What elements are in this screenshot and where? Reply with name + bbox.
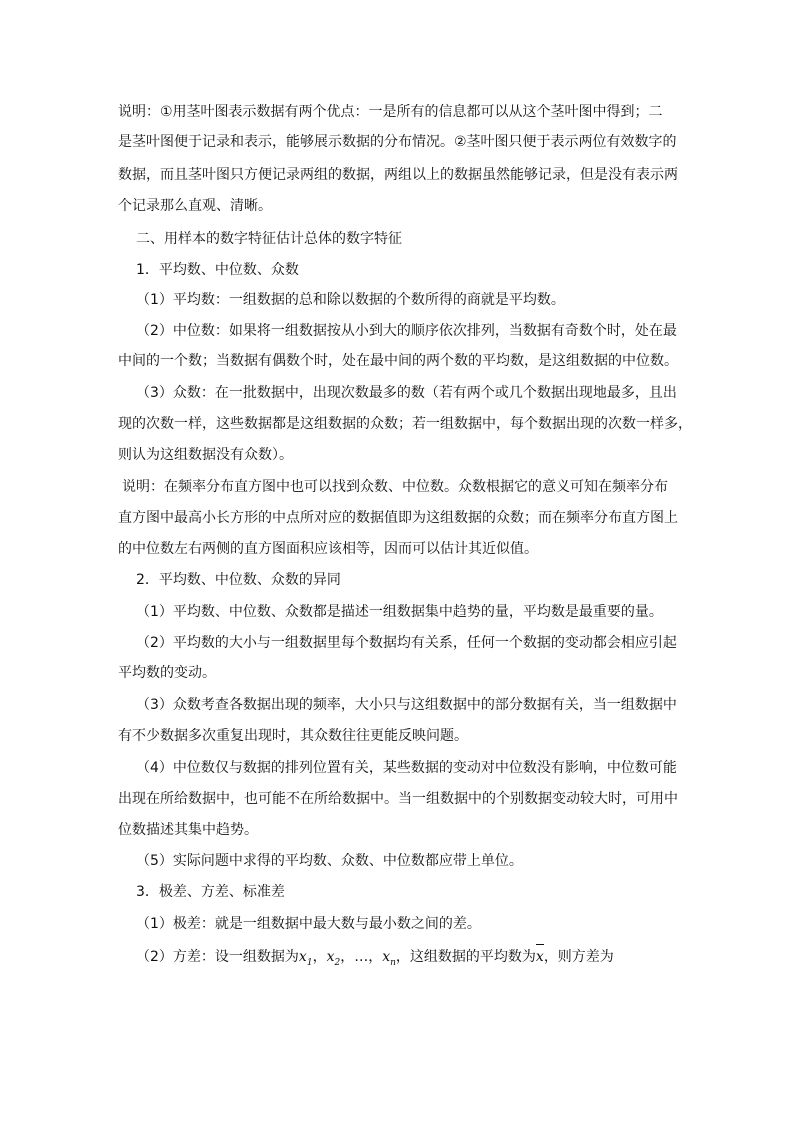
variance-mid: ，这组数据的平均数为: [395, 949, 536, 965]
var-xn: $x_n$: [382, 949, 396, 968]
mean-xbar: x: [536, 942, 544, 972]
sub3-heading: 3．极差、方差、标准差: [136, 884, 285, 900]
ellipsis-sep: ，…，: [340, 949, 383, 965]
note1-line2: 是茎叶图便于记录和表示，能够展示数据的分布情况。②茎叶图只便于表示两位有效数字的: [118, 134, 677, 150]
sub3-item2: [136, 942, 698, 978]
note2-line1: 说明：在频率分布直方图中也可以找到众数、中位数。众数根据它的意义可知在频率分布: [122, 479, 668, 495]
sub2-item2-line2: 平均数的变动。: [118, 665, 216, 681]
variance-intro: （2）方差：设一组数据为: [136, 949, 299, 965]
sub2-item4-line1: （4）中位数仅与数据的排列位置有关，某些数据的变动对中位数没有影响，中位数可能: [136, 760, 677, 776]
sub1-item3-line3: 则认为这组数据没有众数）。: [118, 447, 293, 463]
sub2-item1: （1）平均数、中位数、众数都是描述一组数据集中趋势的量，平均数是最重要的量。: [136, 604, 663, 620]
sub1-item3-line2: 现的次数一样，这些数据都是这组数据的众数；若一组数据中，每个数据出现的次数一样多，: [118, 416, 692, 432]
sub3-item1: （1）极差：就是一组数据中最大数与最小数之间的差。: [136, 916, 481, 932]
sub2-item4-line3: 位数描述其集中趋势。: [118, 822, 258, 838]
sub2-item3-line2: 有不少数据多次重复出现时，其众数往往更能反映问题。: [118, 728, 468, 744]
comma-sep: ，: [312, 949, 327, 965]
note1-line3: 数据，而且茎叶图只方便记录两组的数据，两组以上的数据虽然能够记录，但是没有表示两: [118, 167, 678, 183]
note2-line2: 直方图中最高小长方形的中点所对应的数据值即为这组数据的众数；而在频率分布直方图上: [118, 510, 678, 526]
var-x2: $x_2$: [326, 949, 341, 968]
sub1-item1: （1）平均数：一组数据的总和除以数据的个数所得的商就是平均数。: [136, 292, 565, 308]
sub1-item2-line1: （2）中位数：如果将一组数据按从小到大的顺序依次排列，当数据有奇数个时，处在最: [136, 323, 677, 339]
sub2-item5: （5）实际问题中求得的平均数、众数、中位数都应带上单位。: [136, 853, 523, 869]
sub2-item2-line1: （2）平均数的大小与一组数据里每个数据均有关系，任何一个数据的变动都会相应引起: [136, 635, 677, 651]
sub2-heading: 2．平均数、中位数、众数的异同: [136, 572, 341, 588]
sub2-item4-line2: 出现在所给数据中，也可能不在所给数据中。当一组数据中的个别数据变动较大时，可用中: [118, 791, 678, 807]
note2-line3: 的中位数左右两侧的直方图面积应该相等，因而可以估计其近似值。: [118, 541, 538, 557]
variance-post: ，则方差为: [543, 949, 614, 965]
sub1-item3-line1: （3）众数：在一批数据中，出现次数最多的数（若有两个或几个数据出现地最多，且出: [136, 385, 677, 401]
note1-line1: 说明：①用茎叶图表示数据有两个优点：一是所有的信息都可以从这个茎叶图中得到；二: [118, 104, 663, 120]
sub2-item3-line1: （3）众数考查各数据出现的频率，大小只与这组数据中的部分数据有关，当一组数据中: [136, 697, 677, 713]
note1-line4: 个记录那么直观、清晰。: [118, 198, 272, 214]
var-x1: $x_1$: [298, 949, 313, 968]
section2-heading: 二、用样本的数字特征估计总体的数字特征: [136, 231, 402, 247]
sub1-heading: 1．平均数、中位数、众数: [136, 262, 299, 278]
sub1-item2-line2: 中间的一个数；当数据有偶数个时，处在最中间的两个数的平均数，是这组数据的中位数。: [118, 353, 678, 369]
